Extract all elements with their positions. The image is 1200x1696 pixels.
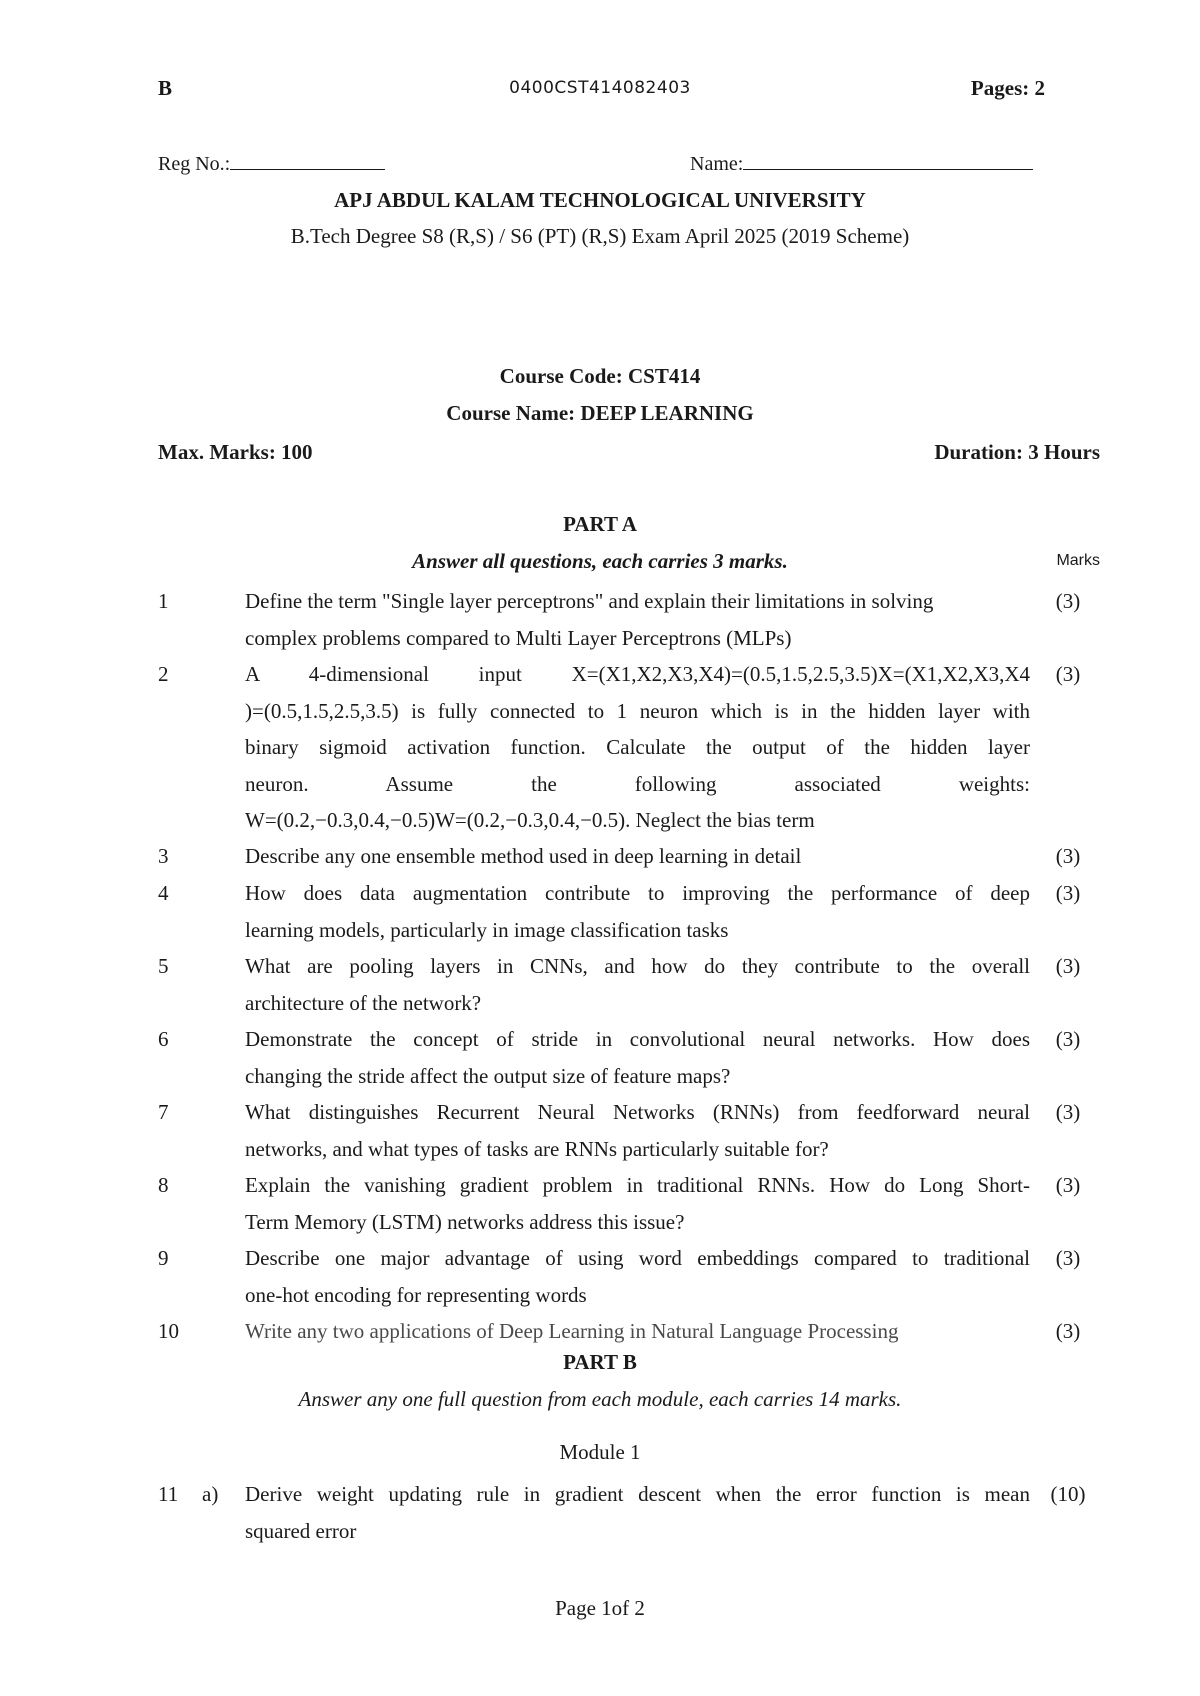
- part-b-title: PART B: [563, 1350, 637, 1374]
- question-line: Write any two applications of Deep Learning in Natural Language Processing: [245, 1319, 899, 1343]
- question-line: )=(0.5,1.5,2.5,3.5) is fully connected to 1 neuron which is in the hidden layer with: [245, 698, 1030, 723]
- max-marks: Max. Marks: 100: [158, 440, 313, 464]
- series-letter: B: [158, 76, 173, 100]
- question-marks: (3): [1055, 1173, 1081, 1197]
- question-number: 10: [158, 1319, 179, 1343]
- question-line: one-hot encoding for representing words: [245, 1282, 587, 1307]
- question-text: [245, 1476, 1030, 1549]
- question-text: [245, 1313, 1030, 1350]
- sub-question-label: a): [202, 1482, 219, 1506]
- question-marks: (3): [1055, 844, 1081, 868]
- question-line: W=(0.2,−0.3,0.4,−0.5)W=(0.2,−0.3,0.4,−0.5). Neglect the bias term: [245, 808, 815, 832]
- question-line: Define the term "Single layer perceptrons" and explain their limitations in solving: [245, 589, 934, 613]
- question-text: [245, 1094, 1030, 1167]
- question-line: binary sigmoid activation function. Calculate the output of the hidden layer: [245, 735, 1030, 759]
- page-footer: Page 1of 2: [555, 1596, 645, 1620]
- part-b-instruction: Answer any one full question from each module, each carries 14 marks.: [298, 1387, 902, 1411]
- question-line: architecture of the network?: [245, 990, 482, 1015]
- marks-column-header: Marks: [1056, 552, 1100, 569]
- question-text: [245, 1240, 1030, 1313]
- question-marks: (3): [1055, 1100, 1081, 1124]
- question-number: 6: [158, 1027, 169, 1051]
- question-marks: (3): [1055, 589, 1081, 613]
- question-number: 5: [158, 954, 169, 978]
- question-number: 3: [158, 844, 169, 868]
- question-line: Describe any one ensemble method used in deep learning in detail: [245, 844, 802, 868]
- course-name: Course Name: DEEP LEARNING: [446, 401, 754, 425]
- question-line: complex problems compared to Multi Layer Perceptrons (MLPs): [245, 625, 792, 650]
- question-number: 9: [158, 1246, 169, 1270]
- question-line: Describe one major advantage of using word embeddings compared to traditional: [245, 1246, 1030, 1270]
- university-name: APJ ABDUL KALAM TECHNOLOGICAL UNIVERSITY: [334, 188, 866, 212]
- question-number: 1: [158, 589, 169, 613]
- question-line: networks, and what types of tasks are RNNs particularly suitable for?: [245, 1136, 829, 1161]
- reg-no-blank: [230, 151, 385, 170]
- paper-code: 0400CST414082403: [509, 78, 691, 98]
- question-text: [245, 838, 1030, 875]
- reg-no-field: [158, 151, 385, 176]
- question-marks: (3): [1055, 954, 1081, 978]
- question-number: 7: [158, 1100, 169, 1124]
- question-text: [245, 948, 1030, 1021]
- question-marks: (3): [1055, 1246, 1081, 1270]
- question-marks: (3): [1055, 1027, 1081, 1051]
- duration: Duration: 3 Hours: [934, 440, 1100, 464]
- question-line: changing the stride affect the output size of feature maps?: [245, 1063, 731, 1088]
- question-text: [245, 875, 1030, 948]
- question-marks: (3): [1055, 662, 1081, 686]
- part-a-instruction: Answer all questions, each carries 3 marks.: [412, 549, 788, 573]
- course-code: Course Code: CST414: [499, 364, 701, 388]
- question-line: What distinguishes Recurrent Neural Networks (RNNs) from feedforward neural: [245, 1100, 1030, 1124]
- question-line: Derive weight updating rule in gradient descent when the error function is mean: [245, 1482, 1030, 1506]
- question-line: How does data augmentation contribute to improving the performance of deep: [245, 881, 1030, 905]
- question-line: What are pooling layers in CNNs, and how do they contribute to the overall: [245, 954, 1030, 978]
- question-number: 11: [158, 1482, 179, 1506]
- module-heading: Module 1: [559, 1440, 641, 1464]
- question-marks: (3): [1055, 1319, 1081, 1343]
- question-text: [245, 583, 1030, 656]
- question-marks: (10): [1050, 1482, 1086, 1506]
- page-count: Pages: 2: [970, 76, 1045, 100]
- question-line: neuron. Assume the following associated weights:: [245, 771, 1030, 796]
- question-line: Demonstrate the concept of stride in convolutional neural networks. How does: [245, 1027, 1030, 1051]
- question-line: Explain the vanishing gradient problem in traditional RNNs. How do Long Short-: [245, 1173, 1030, 1197]
- reg-no-label: Reg No.:: [158, 153, 231, 175]
- name-field: [690, 151, 1033, 176]
- question-text: [245, 1167, 1030, 1240]
- name-label: Name:: [690, 153, 744, 175]
- question-marks: (3): [1055, 881, 1081, 905]
- question-number: 4: [158, 881, 169, 905]
- question-text: [245, 1021, 1030, 1094]
- question-line: learning models, particularly in image classification tasks: [245, 917, 729, 942]
- question-number: 2: [158, 662, 169, 686]
- part-a-title: PART A: [563, 512, 637, 536]
- name-blank: [743, 151, 1033, 170]
- question-line: A 4-dimensional input X=(X1,X2,X3,X4)=(0.5,1.5,2.5,3.5)X=(X1,X2,X3,X4: [245, 662, 1030, 686]
- question-number: 8: [158, 1173, 169, 1197]
- question-line: Term Memory (LSTM) networks address this issue?: [245, 1209, 685, 1234]
- question-text: [245, 656, 1030, 839]
- exam-title: B.Tech Degree S8 (R,S) / S6 (PT) (R,S) Exam April 2025 (2019 Scheme): [290, 224, 910, 248]
- question-line: squared error: [245, 1518, 357, 1543]
